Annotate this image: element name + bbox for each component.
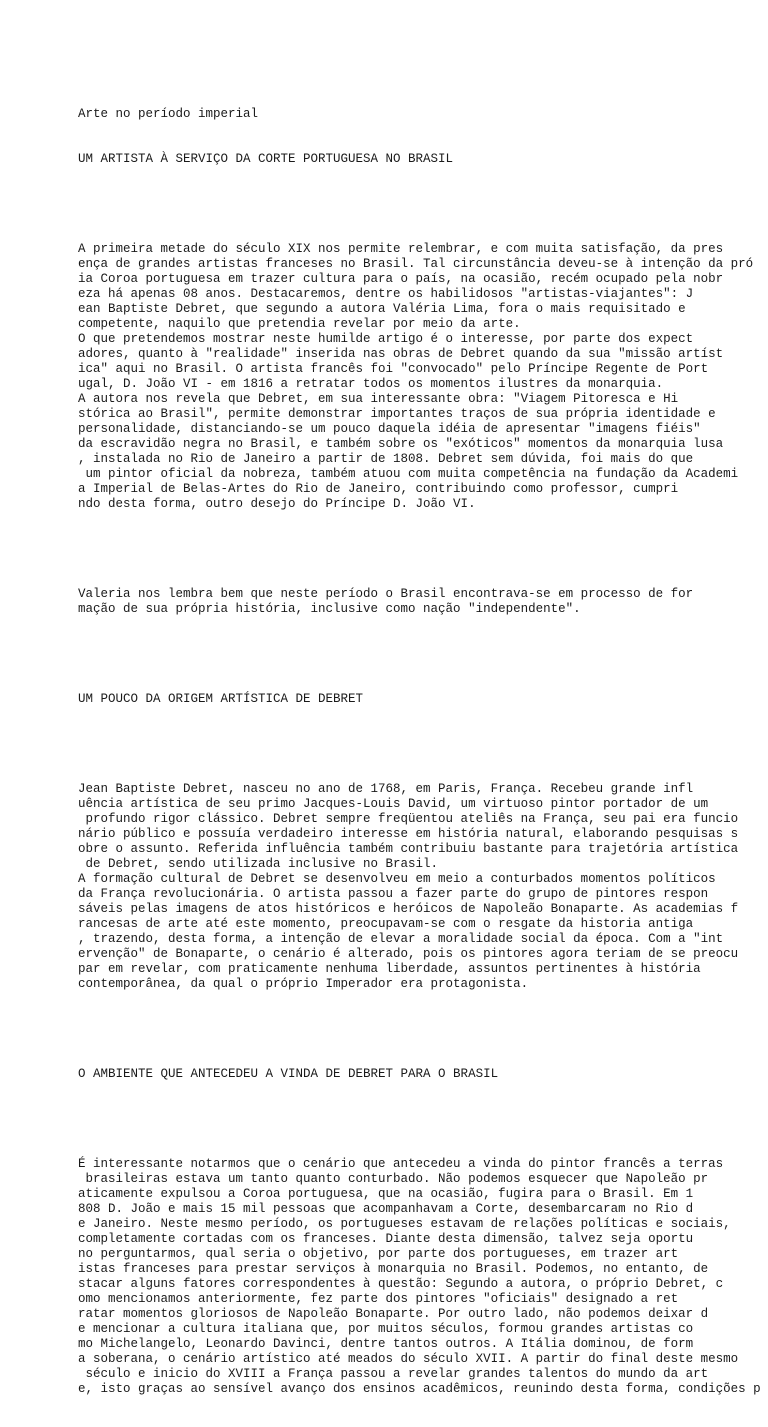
text-line: stacar alguns fatores correspondentes à questão: Segundo a autora, o próprio Debret, c xyxy=(78,1277,724,1291)
text-line: ratar momentos gloriosos de Napoleão Bonaparte. Por outro lado, não podemos deixar d xyxy=(78,1307,709,1321)
text-line: ia Coroa portuguesa em trazer cultura para o país, na ocasião, recém ocupado pela nobr xyxy=(78,272,724,286)
text-line: nário público e possuía verdadeiro interesse em história natural, elaborando pesquisas s xyxy=(78,827,739,841)
text-line: 808 D. João e mais 15 mil pessoas que acompanhavam a Corte, desembarcaram no Rio d xyxy=(78,1202,694,1216)
text-line: século e inicio do XVIII a França passou a revelar grandes talentos do mundo da art xyxy=(78,1367,709,1381)
blank-line xyxy=(78,1112,761,1127)
text-line: , instalada no Rio de Janeiro a partir de 1808. Debret sem dúvida, foi mais do que xyxy=(78,452,694,466)
blank-line xyxy=(78,1022,761,1037)
text-line: ean Baptiste Debret, que segundo a autora Valéria Lima, fora o mais requisitado e xyxy=(78,302,686,316)
text-line: omo mencionamos anteriormente, fez parte dos pintores "oficiais" designado a ret xyxy=(78,1292,679,1306)
text-line: no perguntarmos, qual seria o objetivo, por parte dos portugueses, em trazer art xyxy=(78,1247,679,1261)
paragraph-origem xyxy=(78,782,761,992)
text-line: , trazendo, desta forma, a intenção de elevar a moralidade social da época. Com a "int xyxy=(78,932,724,946)
text-line: um pintor oficial da nobreza, também atuou com muita competência na fundação da Academi xyxy=(78,467,739,481)
text-line: ugal, D. João VI - em 1816 a retratar todos os momentos ilustres da monarquia. xyxy=(78,377,664,391)
section-heading-ambiente: O AMBIENTE QUE ANTECEDEU A VINDA DE DEBRET PARA O BRASIL xyxy=(78,1067,499,1081)
text-line: A formação cultural de Debret se desenvolveu em meio a conturbados momentos políticos xyxy=(78,872,716,886)
paragraph-ambiente xyxy=(78,1157,761,1397)
blank-line xyxy=(78,647,761,662)
text-line: A autora nos revela que Debret, em sua interessante obra: "Viagem Pitoresca e Hi xyxy=(78,392,679,406)
text-line: adores, quanto à "realidade" inserida nas obras de Debret quando da sua "missão artíst xyxy=(78,347,724,361)
text-line: competente, naquilo que pretendia revelar por meio da arte. xyxy=(78,317,521,331)
text-line: rancesas de arte até este momento, preocupavam-se com o resgate da historia antiga xyxy=(78,917,694,931)
text-line: a Imperial de Belas-Artes do Rio de Janeiro, contribuindo como professor, cumpri xyxy=(78,482,679,496)
text-line: Jean Baptiste Debret, nasceu no ano de 1768, em Paris, França. Recebeu grande infl xyxy=(78,782,694,796)
document-title: Arte no período imperial xyxy=(78,107,259,121)
paragraph-valeria xyxy=(78,587,761,617)
text-line: istas franceses para prestar serviços à monarquia no Brasil. Podemos, no entanto, de xyxy=(78,1262,709,1276)
text-line: da França revolucionária. O artista passou a fazer parte do grupo de pintores respon xyxy=(78,887,709,901)
text-line: completamente cortadas com os franceses. Diante desta dimensão, talvez seja oportu xyxy=(78,1232,694,1246)
text-line: ença de grandes artistas franceses no Brasil. Tal circunstância deveu-se à intenção da pró xyxy=(78,257,754,271)
text-line: O que pretendemos mostrar neste humilde artigo é o interesse, por parte dos expect xyxy=(78,332,694,346)
text-line: obre o assunto. Referida influência também contribuiu bastante para trajetória artística xyxy=(78,842,739,856)
text-line: eza há apenas 08 anos. Destacaremos, dentre os habilidosos "artistas-viajantes": J xyxy=(78,287,694,301)
section-heading-origem: UM POUCO DA ORIGEM ARTÍSTICA DE DEBRET xyxy=(78,692,364,706)
text-line: Valeria nos lembra bem que neste período o Brasil encontrava-se em processo de for xyxy=(78,587,694,601)
document-subtitle: UM ARTISTA À SERVIÇO DA CORTE PORTUGUESA NO BRASIL xyxy=(78,152,454,166)
text-line: a soberana, o cenário artístico até meados do século XVII. A partir do final deste mesmo xyxy=(78,1352,739,1366)
text-line: profundo rigor clássico. Debret sempre freqüentou ateliês na França, seu pai era funcio xyxy=(78,812,739,826)
document-body xyxy=(78,77,761,1427)
text-line: A primeira metade do século XIX nos permite relembrar, e com muita satisfação, da pres xyxy=(78,242,724,256)
text-line: e, isto graças ao sensível avanço dos ensinos acadêmicos, reunindo desta forma, condições p xyxy=(78,1382,761,1396)
text-line: par em revelar, com praticamente nenhuma liberdade, assuntos pertinentes à história xyxy=(78,962,701,976)
text-line: contemporânea, da qual o próprio Imperador era protagonista. xyxy=(78,977,529,991)
text-line: ica" aqui no Brasil. O artista francês foi "convocado" pelo Príncipe Regente de Port xyxy=(78,362,709,376)
text-line: ndo desta forma, outro desejo do Príncipe D. João VI. xyxy=(78,497,476,511)
text-line: sáveis pelas imagens de atos históricos e heróicos de Napoleão Bonaparte. As academias f xyxy=(78,902,739,916)
text-line: ervenção" de Bonaparte, o cenário é alterado, pois os pintores agora teriam de se preocu xyxy=(78,947,739,961)
blank-line xyxy=(78,197,761,212)
text-line: e Janeiro. Neste mesmo período, os portugueses estavam de relações políticas e sociais, xyxy=(78,1217,731,1231)
text-line: e mencionar a cultura italiana que, por muitos séculos, formou grandes artistas co xyxy=(78,1322,694,1336)
text-line: mo Michelangelo, Leonardo Davinci, dentre tantos outros. A Itália dominou, de form xyxy=(78,1337,694,1351)
text-line: aticamente expulsou a Coroa portuguesa, que na ocasião, fugira para o Brasil. Em 1 xyxy=(78,1187,694,1201)
text-line: personalidade, distanciando-se um pouco daquela idéia de apresentar "imagens fiéis" xyxy=(78,422,701,436)
text-line: uência artística de seu primo Jacques-Louis David, um virtuoso pintor portador de um xyxy=(78,797,709,811)
paragraph-intro xyxy=(78,242,761,512)
text-line: brasileiras estava um tanto quanto conturbado. Não podemos esquecer que Napoleão pr xyxy=(78,1172,709,1186)
blank-line xyxy=(78,737,761,752)
blank-line xyxy=(78,542,761,557)
text-line: stórica ao Brasil", permite demonstrar importantes traços de sua própria identidade e xyxy=(78,407,716,421)
text-line: mação de sua própria história, inclusive como nação "independente". xyxy=(78,602,581,616)
text-line: É interessante notarmos que o cenário que antecedeu a vinda do pintor francês a terras xyxy=(78,1157,724,1171)
text-line: de Debret, sendo utilizada inclusive no Brasil. xyxy=(78,857,439,871)
text-line: da escravidão negra no Brasil, e também sobre os "exóticos" momentos da monarquia lusa xyxy=(78,437,724,451)
